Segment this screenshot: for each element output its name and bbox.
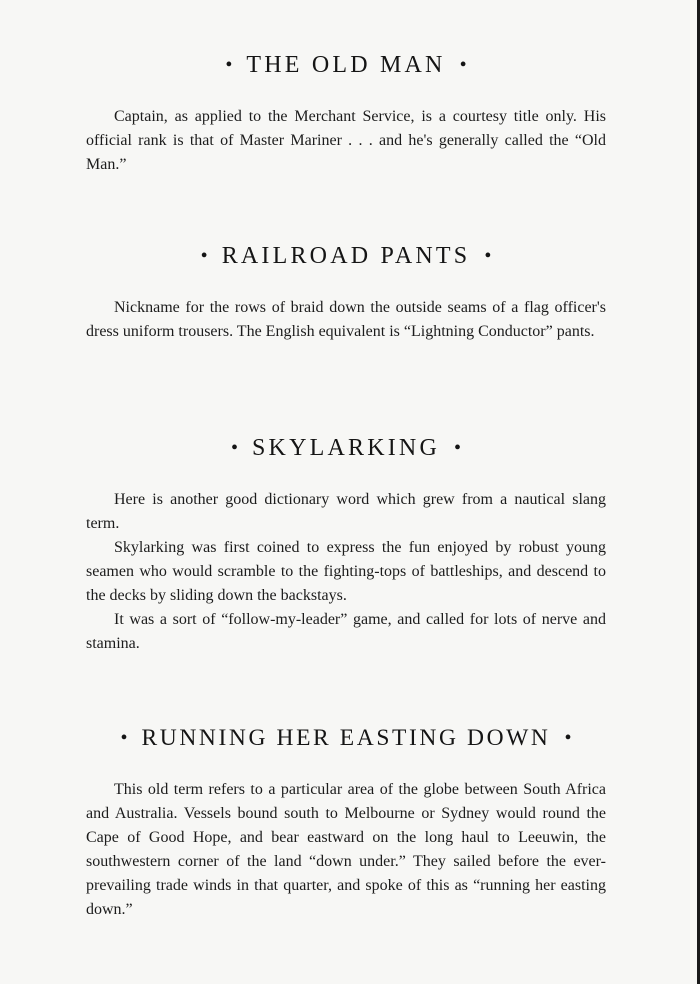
bullet-right: • xyxy=(454,436,462,459)
entry-body xyxy=(86,105,606,177)
paragraph: Nickname for the rows of braid down the outside seams of a flag officer's dress uniform trousers. The English equivalent is “Lightning Conductor” pants. xyxy=(86,299,606,340)
entry-railroad-pants xyxy=(86,241,606,344)
entry-heading xyxy=(86,433,606,463)
paragraph: Captain, as applied to the Merchant Service, is a courtesy title only. His official rank is that of Master Mariner . . . and he's generally called the “Old Man.” xyxy=(86,108,606,173)
paragraph: It was a sort of “follow-my-leader” game, and called for lots of nerve and stamina. xyxy=(86,611,606,652)
entry-title: RAILROAD PANTS xyxy=(221,242,471,269)
bullet-right: • xyxy=(564,726,572,749)
entry-running-her-easting-down xyxy=(86,723,606,922)
paragraph: Skylarking was first coined to express the fun enjoyed by robust young seamen who would scramble to the fighting-tops of battleships, and descend to the decks by sliding down the backstays. xyxy=(86,539,606,604)
bullet-right: • xyxy=(484,244,492,267)
entry-title: RUNNING HER EASTING DOWN xyxy=(141,724,551,751)
entry-body xyxy=(86,488,606,656)
paragraph: Here is another good dictionary word which grew from a nautical slang term. xyxy=(86,491,606,532)
bullet-right: • xyxy=(459,53,467,76)
entry-heading xyxy=(86,241,606,271)
entry-title: SKYLARKING xyxy=(252,434,440,461)
bullet-left: • xyxy=(230,436,238,459)
bullet-left: • xyxy=(200,244,208,267)
bullet-left: • xyxy=(225,53,233,76)
entry-heading xyxy=(86,50,606,80)
entry-title: THE OLD MAN xyxy=(246,51,446,78)
entry-body xyxy=(86,296,606,344)
entry-the-old-man xyxy=(86,50,606,177)
bullet-left: • xyxy=(120,726,128,749)
entry-heading xyxy=(86,723,606,753)
paragraph: This old term refers to a particular area of the globe between South Africa and Australia. Vessels bound south to Melbourne or Sydney would round the Cape of Good Hope, and bear eastward on the long haul to Leeuwin, the southwestern corner of the land “down under.” They sailed before the ever-prevailing trade winds in that quarter, and spoke of this as “running her easting down.” xyxy=(86,781,606,918)
entry-body xyxy=(86,778,606,922)
entry-skylarking xyxy=(86,433,606,656)
